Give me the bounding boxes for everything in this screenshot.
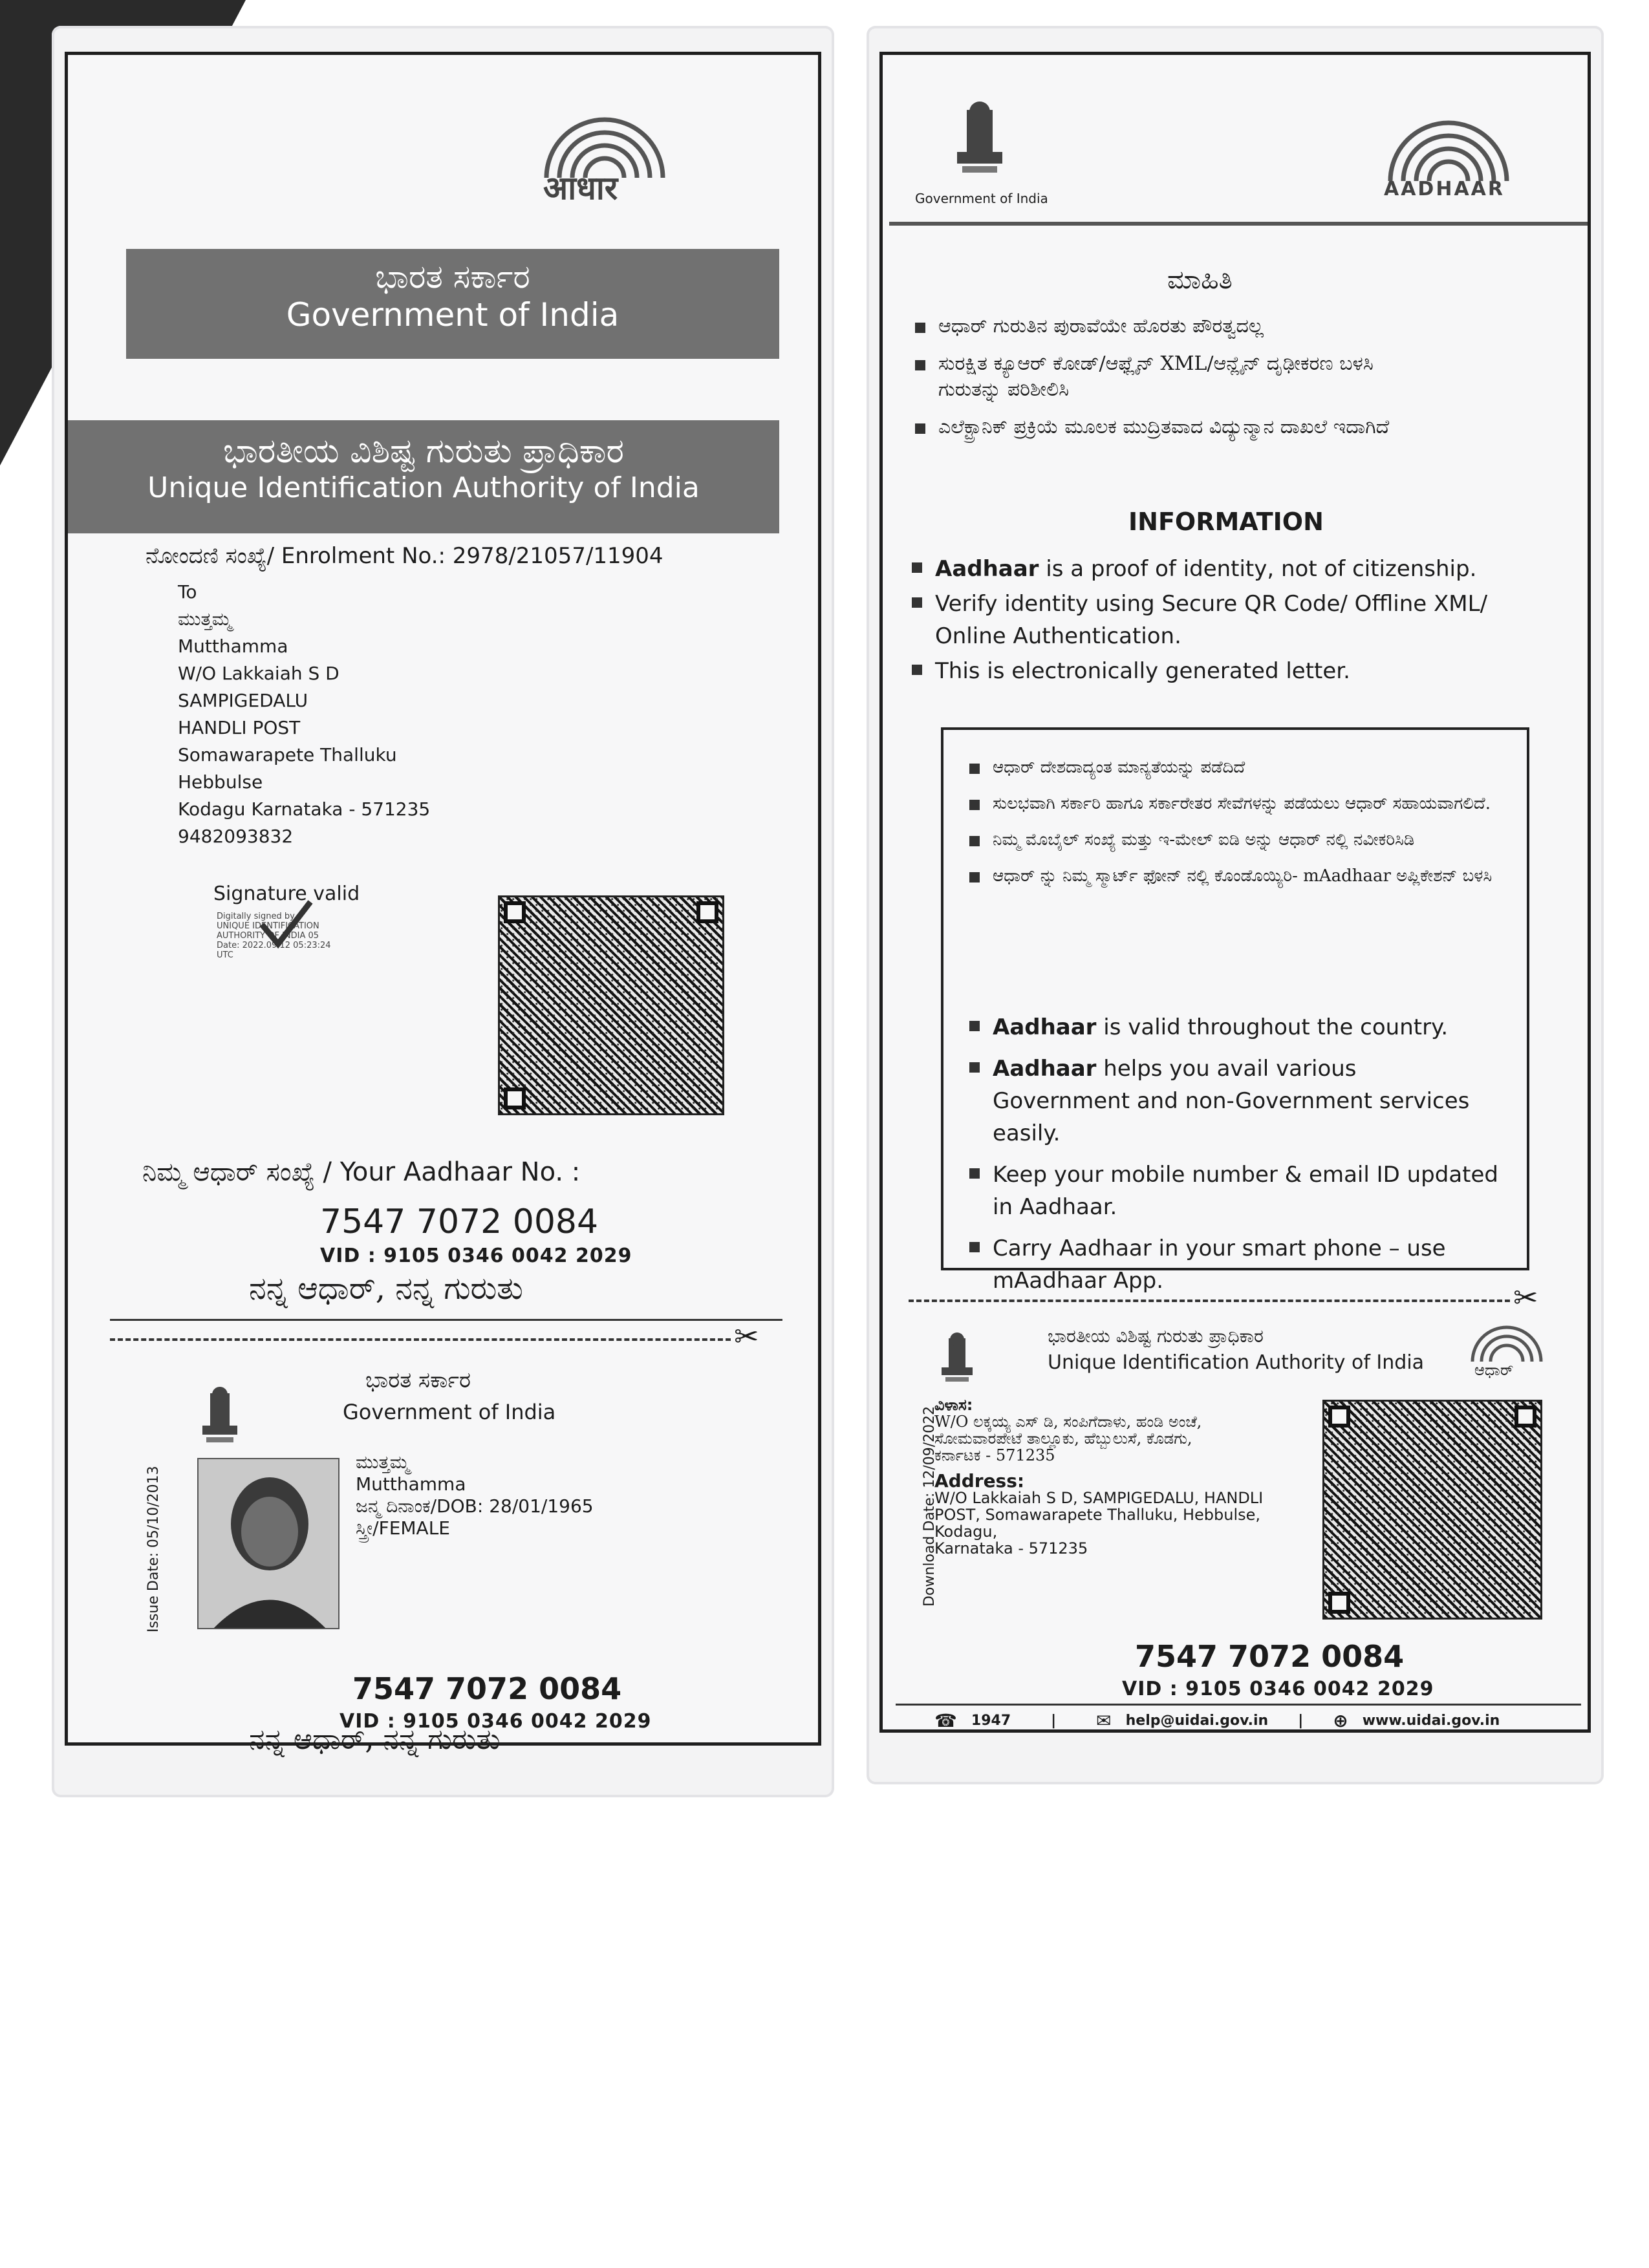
benefits-box (941, 727, 1529, 1294)
enrolment-label: ನೋಂದಣಿ ಸಂಖ್ಯೆ/ Enrolment No.: (146, 543, 446, 569)
globe-icon: ⊕ (1333, 1710, 1348, 1731)
info-item: Verify identity using Secure QR Code/ Offline XML/ Online Authentication. (912, 588, 1565, 652)
address-line: SAMPIGEDALU (178, 690, 308, 711)
header-rule (889, 222, 1588, 226)
gov-english: Government of India (286, 296, 620, 334)
cut-line (110, 1338, 731, 1341)
benefit-item: ಆಧಾರ್ ದೇಶದಾದ್ಯಂತ ಮಾನ್ಯತೆಯನ್ನು ಪಡೆದಿದೆ (969, 756, 1500, 779)
person-photo-icon (199, 1459, 339, 1629)
card-aadhaar-number: 7547 7072 0084 (352, 1671, 622, 1706)
address-line: Mutthamma (178, 636, 288, 657)
separator: | (1298, 1713, 1304, 1729)
info-item: ಆಧಾರ್ ಗುರುತಿನ ಪುರಾವೆಯೇ ಹೊರತು ಪೌರತ್ವದಲ್ಲ (915, 314, 1432, 339)
aadhaar-logo-text: AADHAAR (1384, 178, 1505, 200)
national-emblem-icon (951, 100, 1009, 184)
card-aadhaar-number: 7547 7072 0084 (1135, 1639, 1405, 1674)
qr-code (498, 895, 724, 1115)
benefit-item: Carry Aadhaar in your smart phone – use mAadhaar App. (969, 1232, 1500, 1297)
address-line: Somawarapete Thalluku (178, 744, 397, 765)
address-line: To (178, 581, 197, 603)
aadhaar-logo-icon (1465, 1319, 1549, 1364)
info-title-kannada: ಮಾಹಿತಿ (1167, 265, 1233, 295)
uidai-english: Unique Identification Authority of India (147, 471, 700, 504)
benefit-item: Aadhaar is valid throughout the country. (969, 1011, 1500, 1043)
benefit-item: Aadhaar helps you avail various Government and non-Government services easily. (969, 1053, 1500, 1150)
aadhaar-logo-icon (1374, 103, 1523, 184)
card-gov-kannada: ಭಾರತ ಸರ್ಕಾರ (365, 1367, 471, 1393)
national-emblem-icon (938, 1332, 976, 1390)
card-vid-number: VID : 9105 0346 0042 2029 (1122, 1678, 1434, 1700)
left-sheet (52, 26, 834, 1797)
info-item: This is electronically generated letter. (912, 655, 1565, 687)
divider (110, 1319, 782, 1321)
aadhaar-logo-text: ಆಧಾರ್ (1474, 1361, 1514, 1379)
tagline: ನನ್ನ ಆಧಾರ್, ನನ್ನ ಗುರುತು (249, 1270, 523, 1307)
email-icon: ✉ (1096, 1710, 1112, 1731)
recipient-address (178, 579, 430, 850)
left-letter-panel (65, 52, 821, 1756)
benefit-item: ಸುಲಭವಾಗಿ ಸರ್ಕಾರಿ ಹಾಗೂ ಸರ್ಕಾರೇತರ ಸೇವೆಗಳನ್ನು ಪಡೆಯಲು ಆಧಾರ್ ಸಹಾಯವಾಗಲಿದೆ. (969, 792, 1500, 815)
address-line: 9482093832 (178, 826, 294, 847)
uidai-kannada: ಭಾರತೀಯ ವಿಶಿಷ್ಟ ಗುರುತು ಪ್ರಾಧಿಕಾರ (223, 432, 624, 471)
government-band (126, 249, 779, 359)
info-item: Aadhaar is a proof of identity, not of citizenship. (912, 553, 1565, 585)
right-letter-panel (879, 52, 1591, 1733)
emblem-caption: Government of India (915, 191, 1048, 206)
signature-check-icon (255, 895, 314, 954)
aadhaar-number: 7547 7072 0084 (320, 1203, 599, 1241)
enrolment-number: 2978/21057/11904 (452, 543, 663, 569)
benefits-list-kannada (969, 756, 1500, 901)
card-uidai-english: Unique Identification Authority of India (1048, 1351, 1425, 1374)
separator: | (1051, 1713, 1057, 1729)
name-kannada: ಮುತ್ತಮ್ಮ (356, 1451, 410, 1473)
helpline-number: 1947 (971, 1713, 1011, 1729)
qr-code (1322, 1400, 1542, 1620)
card-gov-english: Government of India (343, 1400, 556, 1424)
download-date: Download Date: 12/09/2022 (921, 1406, 938, 1607)
card-vid-number: VID : 9105 0346 0042 2029 (339, 1710, 652, 1733)
help-email: help@uidai.gov.in (1125, 1713, 1269, 1729)
card-address: ವಿಳಾಸ: W/O ಲಕ್ಕಯ್ಯ ಎಸ್ ಡಿ, ಸಂಪಿಗೆದಾಳು, ಹಂಡಿ ಅಂಚೆ, ಸೋಮವಾರಪೇಟೆ ತಾಲ್ಲೂಕು, ಹೆಬ್ಬುಲುಸೆ, ಕೊಡಗು, ಕರ್ನಾಟಕ - 571235 Address: W/O Lakkaiah S D, SAMPIGEDALU, HANDLI POST, Somawarapete Thalluku, Hebbulse, Kodagu, Karnataka - 571235 (934, 1396, 1264, 1557)
card-uidai-kannada: ಭಾರತೀಯ ವಿಶಿಷ್ಟ ಗುರುತು ಪ್ರಾಧಿಕಾರ (1048, 1325, 1264, 1347)
benefits-list-english (969, 1011, 1500, 1306)
website: www.uidai.gov.in (1362, 1713, 1500, 1729)
contact-footer (934, 1710, 1500, 1731)
scissors-icon: ✂ (1513, 1280, 1538, 1315)
info-title-english: INFORMATION (1128, 508, 1324, 536)
uidai-band (68, 420, 779, 533)
footer-rule (896, 1704, 1581, 1706)
benefit-item: ಆಧಾರ್ ನ್ನು ನಿಮ್ಮ ಸ್ಮಾರ್ಟ್ ಫೋನ್ ನಲ್ಲಿ ಕೊಂಡೊಯ್ಯಿರಿ- mAadhaar ಅಪ್ಲಿಕೇಶನ್ ಬಳಸಿ (969, 864, 1500, 888)
info-list-kannada (915, 314, 1432, 452)
cut-line (909, 1300, 1510, 1302)
issue-date: Issue Date: 05/10/2013 (146, 1466, 162, 1632)
gender: ಸ್ತ್ರೀ/FEMALE (356, 1517, 450, 1539)
date-of-birth: ಜನ್ಮ ದಿನಾಂಕ/DOB: 28/01/1965 (356, 1495, 594, 1517)
signature-details: Digitally signed by UNIQUE IDENTIFICATION AUTHORITY OF INDIA 05 Date: 2022.09.12 05:23:24 UTC (217, 912, 331, 960)
national-emblem-icon (197, 1387, 242, 1451)
benefit-item: ನಿಮ್ಮ ಮೊಬೈಲ್ ಸಂಖ್ಯೆ ಮತ್ತು ಇ-ಮೇಲ್ ಐಡಿ ಅನ್ನು ಆಧಾರ್ ನಲ್ಲಿ ನವೀಕರಿಸಿಡಿ (969, 828, 1500, 851)
name-english: Mutthamma (356, 1473, 466, 1495)
aadhaar-number-label: ನಿಮ್ಮ ಆಧಾರ್ ಸಂಖ್ಯೆ / Your Aadhaar No. : (142, 1157, 581, 1187)
address-line: HANDLI POST (178, 717, 301, 738)
info-item: ಎಲೆಕ್ಟ್ರಾನಿಕ್ ಪ್ರಕ್ರಿಯೆ ಮೂಲಕ ಮುದ್ರಿತವಾದ ವಿದ್ಯುನ್ಮಾನ ದಾಖಲೆ ಇದಾಗಿದೆ (915, 414, 1432, 440)
address-label-kannada: ವಿಳಾಸ: (934, 1396, 973, 1414)
card-tagline: ನನ್ನ ಆಧಾರ್, ನನ್ನ ಗುರುತು (249, 1723, 501, 1756)
address-line: ಮುತ್ತಮ್ಮ (178, 608, 232, 630)
right-sheet (867, 26, 1604, 1784)
info-list-english (912, 553, 1565, 690)
aadhaar-logo-text: आधार (543, 169, 618, 207)
scissors-icon: ✂ (734, 1319, 759, 1354)
address-line: W/O Lakkaiah S D (178, 663, 339, 684)
address-line: Hebbulse (178, 771, 263, 793)
benefit-item: Keep your mobile number & email ID updated in Aadhaar. (969, 1159, 1500, 1223)
address-line: Kodagu Karnataka - 571235 (178, 798, 431, 820)
card-holder-details (356, 1451, 594, 1539)
gov-kannada: ಭಾರತ ಸರ್ಕಾರ (375, 258, 530, 295)
signature-label: Signature valid (213, 883, 360, 905)
enrolment-row (146, 543, 663, 569)
phone-icon: ☎ (934, 1710, 957, 1731)
vid-number: VID : 9105 0346 0042 2029 (320, 1245, 632, 1267)
info-item: ಸುರಕ್ಷಿತ ಕ್ಯೂಆರ್ ಕೋಡ್/ಆಫ್ಲೈನ್ XML/ಆನ್ಲೈನ್ ದೃಢೀಕರಣ ಬಳಸಿ ಗುರುತನ್ನು ಪರಿಶೀಲಿಸಿ (915, 351, 1432, 403)
address-label-english: Address: (934, 1470, 1025, 1492)
holder-photo (197, 1458, 339, 1629)
